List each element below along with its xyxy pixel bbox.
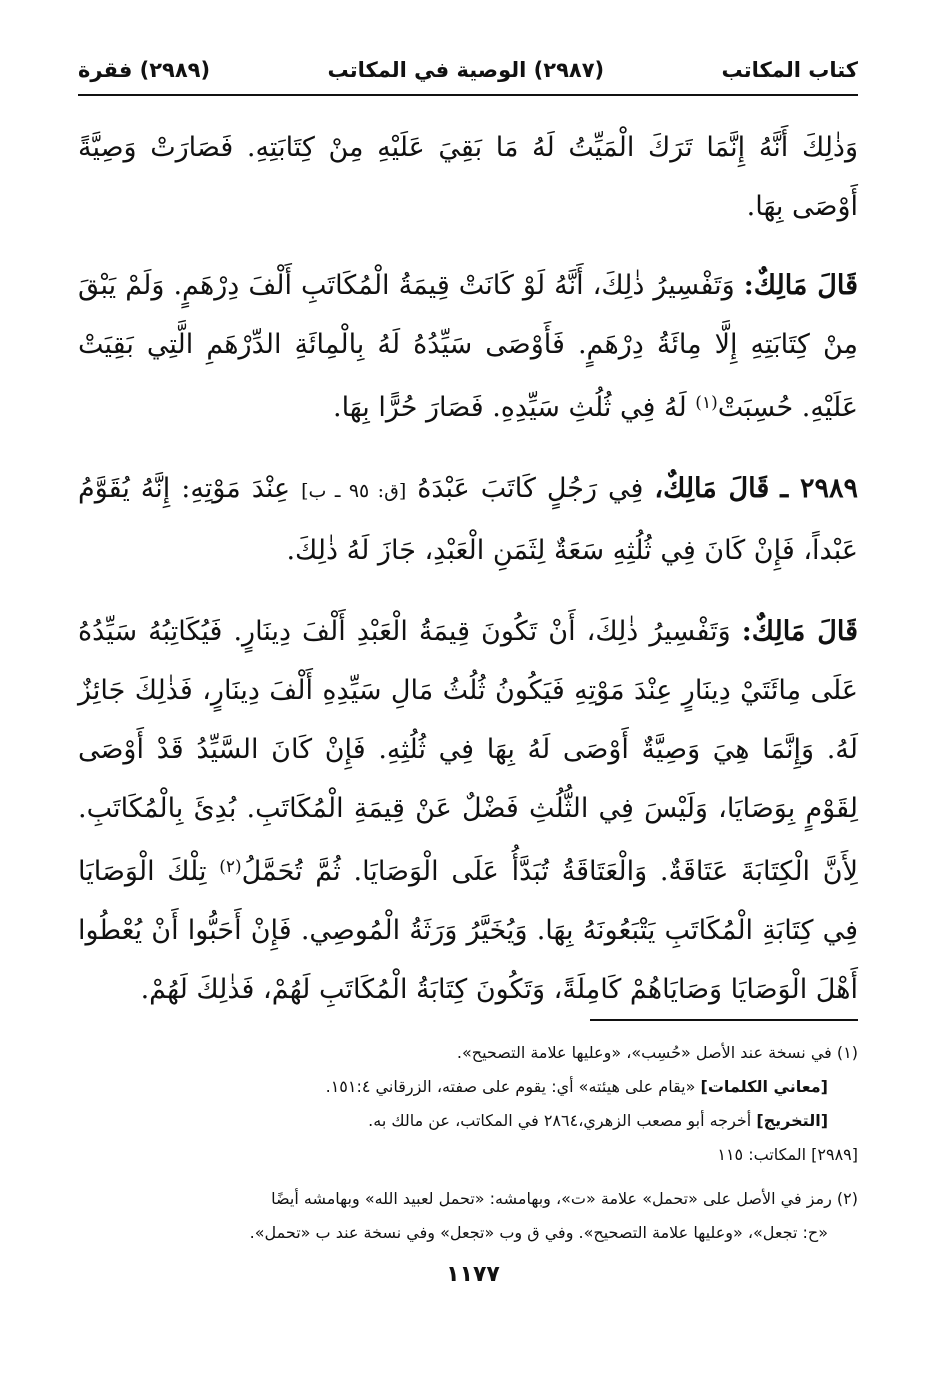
footnote-2-line-2: «ح: تجعل»، «وعليها علامة التصحيح». وفي ق وب «تجعل» وفي نسخة عند ب «تحمل». xyxy=(249,1223,828,1242)
paragraph-4-text-b: تِلْكَ الْوَصَايَا فِي كِتَابَةِ الْمُكَاتَبِ يَتْبَعُونَهُ بِهَا. وَيُخَيَّرُ وَرَثَةُ الْمُوصِي. فَإِنْ أَحَبُّوا أَنْ يُعْطُوا أَهْلَ الْوَصَايَا وَصَايَاهُمْ كَامِلَةً، وَتَكُونَ كِتَابَةُ الْمُكَاتَبِ لَهُمْ، فَذٰلِكَ لَهُمْ. xyxy=(78,856,858,1005)
main-text xyxy=(78,118,858,1041)
header-section-title: (٢٩٨٧) الوصية في المكاتب xyxy=(327,58,605,82)
paragraph-2-text-b: لَهُ فِي ثُلُثِ سَيِّدِهِ. فَصَارَ حُرًّا بِهَا. xyxy=(333,392,687,423)
takhrij-label: [التخريج] xyxy=(756,1111,828,1130)
footnote-spacer xyxy=(78,1172,858,1182)
header-paragraph-number: (٢٩٨٩) فقرة xyxy=(78,58,211,82)
hadith-number: ٢٩٨٩ ـ xyxy=(780,473,858,504)
word-meanings-note xyxy=(78,1070,858,1104)
footnote-1: (١) في نسخة عند الأصل «حُسِب»، «وعليها علامة التصحيح». xyxy=(456,1043,858,1062)
footnote-ref-2: (٢) xyxy=(219,857,242,877)
meanings-text: «يقام على هيئته» أي: يقوم على صفته، الزرقاني ١٥١:٤. xyxy=(325,1077,696,1096)
paragraph-4-text-a: وَتَفْسِيرُ ذٰلِكَ، أَنْ تَكُونَ قِيمَةُ الْعَبْدِ أَلْفَ دِينَارٍ. فَيُكَاتِبُهُ سَيِّدُهُ عَلَى مِائَتَيْ دِينَارٍ عِنْدَ مَوْتِهِ فَيَكُونُ ثُلُثُ مَالِ سَيِّدِهِ أَلْفَ دِينَارٍ، فَذٰلِكَ جَائِزٌ لَهُ. وَإِنَّمَا هِيَ وَصِيَّةٌ أَوْصَى لَهُ بِهَا فِي ثُلُثِهِ. فَإِنْ كَانَ السَّيِّدُ قَدْ أَوْصَى لِقَوْمٍ بِوَصَايَا، وَلَيْسَ فِي الثُّلُثِ فَضْلٌ عَنْ قِيمَةِ الْمُكَاتَبِ. بُدِئَ بِالْمُكَاتَبِ. لِأَنَّ الْكِتَابَةَ عَتَاقَةٌ. وَالْعَتَاقَةُ تُبَدَّأُ عَلَى الْوَصَايَا. ثُمَّ تُحَمَّلُ xyxy=(78,616,858,887)
paragraph-3 xyxy=(78,459,858,580)
paragraph-1 xyxy=(78,118,858,236)
cross-reference: [٢٩٨٩] المكاتب: ١١٥ xyxy=(717,1145,858,1164)
footnote-2-line-1: (٢) رمز في الأصل على «تحمل» علامة «ت»، وبهامشه: «تحمل لعبيد الله» وبهامشه أيضًا xyxy=(271,1189,858,1208)
paragraph-4 xyxy=(78,602,858,1019)
footnote-divider xyxy=(590,1019,858,1021)
paragraph-3-text-a: فِي رَجُلٍ كَاتَبَ عَبْدَهُ xyxy=(417,473,644,504)
footnotes xyxy=(78,1036,858,1250)
paragraph-3-text-b: عِنْدَ مَوْتِهِ: إِنَّهُ يُقَوَّمُ عَبْداً، فَإِنْ كَانَ فِي ثُلُثِهِ سَعَةٌ لِثَمَنِ الْعَبْدِ، جَازَ لَهُ ذٰلِكَ. xyxy=(78,473,858,566)
page-number: ١١٧٧ xyxy=(446,1262,500,1287)
running-header xyxy=(78,48,858,92)
takhrij-note xyxy=(78,1104,858,1138)
speaker-label: قَالَ مَالِكٌ: xyxy=(743,270,858,301)
meanings-label: [معاني الكلمات] xyxy=(700,1077,828,1096)
header-divider xyxy=(78,94,858,96)
paragraph-2-text-a: وَتَفْسِيرُ ذٰلِكَ، أَنَّهُ لَوْ كَانَتْ قِيمَةُ الْمُكَاتَبِ أَلْفَ دِرْهَمٍ. وَلَمْ يَبْقَ مِنْ كِتَابَتِهِ إِلَّا مِائَةُ دِرْهَمٍ. فَأَوْصَى سَيِّدُهُ لَهُ بِالْمِائَةِ الدِّرْهَمِ الَّتِي بَقِيَتْ عَلَيْهِ. حُسِبَتْ xyxy=(78,270,858,423)
manuscript-citation: [ق: ٩٥ ـ ب] xyxy=(301,480,407,502)
paragraph-1-text: وَذٰلِكَ أَنَّهُ إِنَّمَا تَرَكَ الْمَيِّتُ لَهُ مَا بَقِيَ عَلَيْهِ مِنْ كِتَابَتِهِ. فَصَارَتْ وَصِيَّةً أَوْصَى بِهَا. xyxy=(78,132,858,222)
paragraph-2 xyxy=(78,256,858,437)
speaker-label: قَالَ مَالِكٌ: xyxy=(741,616,858,647)
speaker-label: قَالَ مَالِكٌ، xyxy=(654,473,770,504)
header-book-title: كتاب المكاتب xyxy=(721,58,858,82)
footnote-ref-1: (١) xyxy=(695,393,718,413)
takhrij-text: أخرجه أبو مصعب الزهري،٢٨٦٤ في المكاتب، عن مالك به. xyxy=(368,1111,752,1130)
